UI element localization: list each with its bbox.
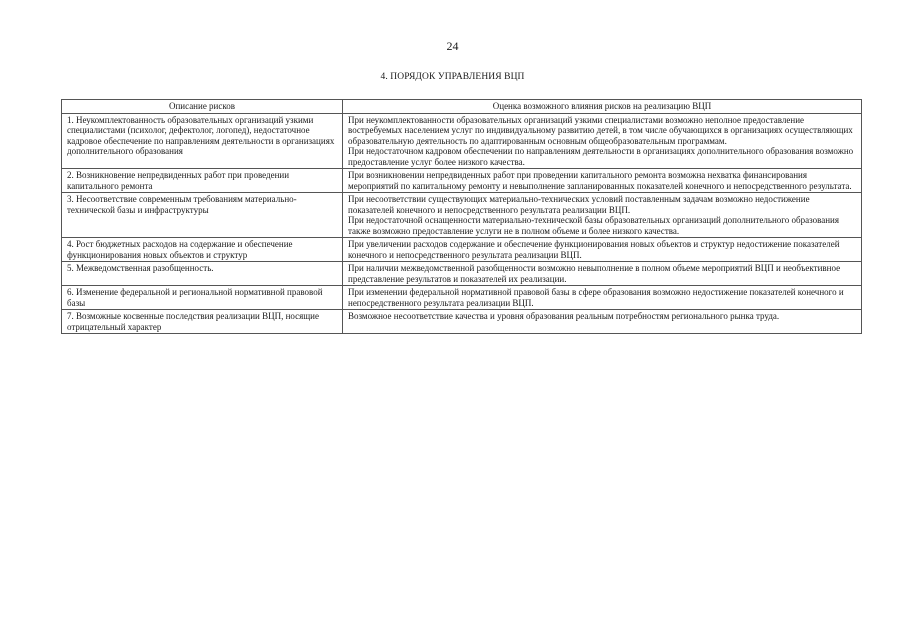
impact-paragraph: При неукомплектованности образовательных организаций узкими специалистами возможно неполное предоставление востребуемых населением услуг по индивидуальному развитию детей, в том числе обучающихся в организациях осуществляющих образовательную деятельность по адаптированным основным общеобразовательным программам. <box>348 114 853 146</box>
impact-cell <box>343 193 862 238</box>
impact-paragraph: При несоответствии существующих материально-технических условий поставленным задачам возможно недостижение показателей конечного и непосредственного результата реализации ВЦП. <box>348 194 810 215</box>
risk-cell: 1. Неукомплектованность образовательных организаций узкими специалистами (психолог, дефектолог, логопед), недостаточное кадровое обеспечение по направлениям деятельности в организациях дополнительного образования <box>62 113 343 169</box>
impact-cell <box>343 262 862 286</box>
risk-cell: 4. Рост бюджетных расходов на содержание и обеспечение функционирования новых объектов и структур <box>62 238 343 262</box>
table-row <box>62 262 862 286</box>
impact-paragraph: При наличии межведомственной разобщенности возможно невыполнение в полном объеме мероприятий ВЦП и необъективное представление результатов и показателей их реализации. <box>348 263 841 284</box>
impact-paragraph: При недостаточном кадровом обеспечении по направлениям деятельности в организациях дополнительного образования возможно предоставление услуг более низкого качества. <box>348 146 854 167</box>
header-risk-description: Описание рисков <box>62 100 343 114</box>
impact-paragraph: При недостаточной оснащенности материально-технической базы образовательных организаций дополнительного образования также возможно предоставление услуги не в полном объеме и более низкого качества. <box>348 215 839 236</box>
impact-paragraph: При возникновении непредвиденных работ при проведении капитального ремонта возможна нехватка финансирования мероприятий по капитальному ремонту и невыполнение запланированных показателей конечного и непосредственного результата. <box>348 170 852 191</box>
page-number: 24 <box>446 39 459 53</box>
table-row <box>62 193 862 238</box>
table-header <box>62 100 862 114</box>
impact-cell <box>343 169 862 193</box>
risk-cell: 2. Возникновение непредвиденных работ при проведении капитального ремонта <box>62 169 343 193</box>
table-row <box>62 169 862 193</box>
table-row <box>62 286 862 310</box>
impact-cell <box>343 310 862 334</box>
table-row <box>62 310 862 334</box>
risk-cell: 7. Возможные косвенные последствия реализации ВЦП, носящие отрицательный характер <box>62 310 343 334</box>
impact-cell <box>343 113 862 169</box>
risk-cell: 5. Межведомственная разобщенность. <box>62 262 343 286</box>
header-row <box>62 100 862 114</box>
table-body <box>62 113 862 334</box>
impact-cell <box>343 238 862 262</box>
impact-cell <box>343 286 862 310</box>
risks-table <box>61 99 862 334</box>
table-row <box>62 113 862 169</box>
section-title: 4. ПОРЯДОК УПРАВЛЕНИЯ ВЦП <box>380 72 525 82</box>
impact-paragraph: При изменении федеральной нормативной правовой базы в сфере образования возможно недостижение показателей конечного и непосредственного результата реализации ВЦП. <box>348 287 844 308</box>
impact-paragraph: При увеличении расходов содержание и обеспечение функционирования новых объектов и структур недостижение показателей конечного и непосредственного результата реализации ВЦП. <box>348 239 840 260</box>
risk-cell: 6. Изменение федеральной и региональной нормативной правовой базы <box>62 286 343 310</box>
header-risk-impact: Оценка возможного влияния рисков на реализацию ВЦП <box>343 100 862 114</box>
risk-cell: 3. Несоответствие современным требованиям материально-технической базы и инфраструктуры <box>62 193 343 238</box>
impact-paragraph: Возможное несоответствие качества и уровня образования реальным потребностям регионального рынка труда. <box>348 311 780 321</box>
table-row <box>62 238 862 262</box>
